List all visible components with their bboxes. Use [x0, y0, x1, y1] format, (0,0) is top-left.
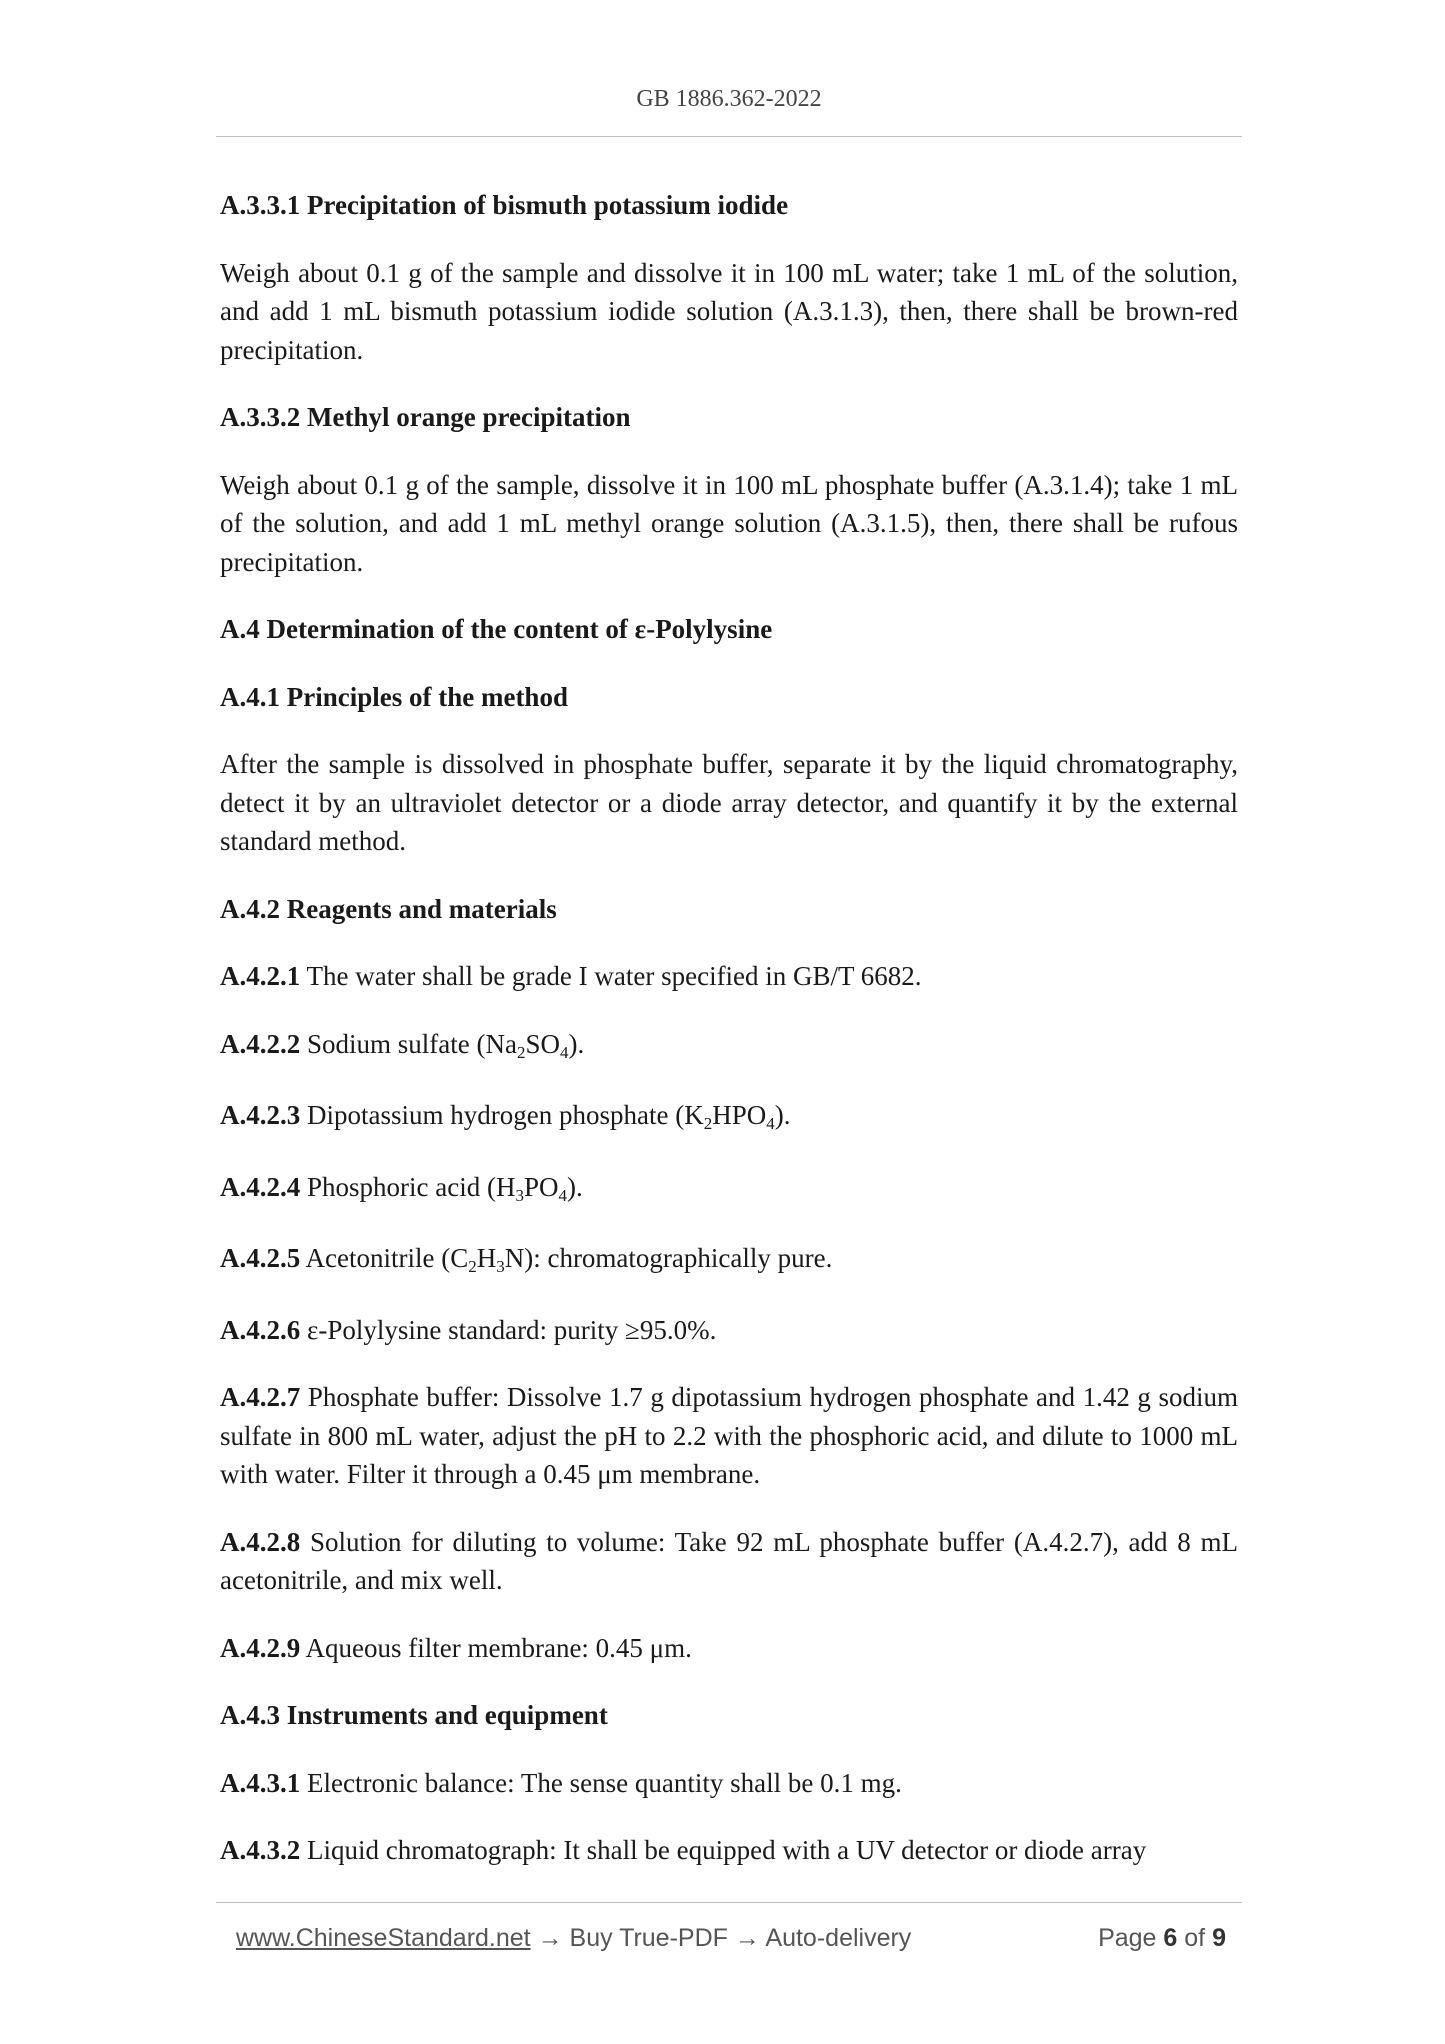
footer-divider: [216, 1902, 1242, 1903]
page-label: Page: [1098, 1924, 1157, 1952]
subscript: 2: [516, 1042, 526, 1062]
clause-number: A.4.3.2: [220, 1835, 301, 1865]
paragraph: Weigh about 0.1 g of the sample, dissolve it in 100 mL phosphate buffer (A.3.1.4); take 1 mL of the solution, and add 1 mL methyl orange solution (A.3.1.5), then, there shall be rufous precipitation.: [220, 469, 1238, 577]
subscript: 2: [703, 1114, 713, 1133]
clause-text: Liquid chromatograph: It shall be equipped with a UV detector or diode array: [307, 1835, 1147, 1865]
clause-text: ).: [568, 1028, 585, 1059]
section-heading: A.3.3.1 Precipitation of bismuth potassium iodide: [220, 190, 789, 220]
of-label: of: [1184, 1924, 1206, 1952]
paragraph: Weigh about 0.1 g of the sample and dissolve it in 100 mL water; take 1 mL of the solution, and add 1 mL bismuth potassium iodide solution (A.3.1.3), then, there shall be brown-red precipitation.: [220, 257, 1238, 365]
clause-number: A.4.2.1: [220, 961, 301, 991]
footer-promo: [236, 1924, 911, 1953]
clause-item: [220, 1096, 1238, 1139]
clause-number: A.4.2.8: [220, 1526, 301, 1557]
subscript: 3: [496, 1257, 505, 1276]
clause-text: SO: [525, 1028, 560, 1059]
clause-item: [220, 1764, 1238, 1803]
clause-item: [220, 1168, 1238, 1211]
chinesestandard-link[interactable]: www.ChineseStandard.net: [236, 1924, 531, 1952]
clause-item: [220, 1311, 1238, 1350]
subscript: 4: [558, 1185, 567, 1205]
document-id-header: GB 1886.362-2022: [636, 86, 822, 112]
clause-text: N): chromatographically pure.: [504, 1243, 833, 1273]
clause-item: [220, 1831, 1238, 1870]
clause-item: [220, 1025, 1238, 1068]
clause-text: Electronic balance: The sense quantity shall be 0.1 mg.: [307, 1767, 902, 1798]
clause-text: Aqueous filter membrane: 0.45 μm.: [305, 1632, 692, 1663]
footer-promo-text: → Buy True-PDF → Auto-delivery: [537, 1924, 912, 1952]
subscript: 4: [559, 1042, 569, 1062]
clause-text: Phosphate buffer: Dissolve 1.7 g dipotassium hydrogen phosphate and 1.42 g sodium sulfate in 800 mL water, adjust the pH to 2.2 with the phosphoric acid, and dilute to 1000 mL with water. Filter it through a 0.45 μm membrane.: [220, 1382, 1239, 1489]
clause-number: A.4.3.1: [220, 1767, 301, 1798]
clause-text: ε-Polylysine standard: purity ≥95.0%.: [307, 1314, 717, 1345]
section-heading: A.3.3.2 Methyl orange precipitation: [220, 402, 631, 432]
page-indicator: [1098, 1924, 1226, 1953]
clause-number: A.4.2.6: [220, 1314, 301, 1345]
section-heading: A.4.3 Instruments and equipment: [220, 1700, 608, 1730]
subscript: 4: [766, 1114, 775, 1133]
clause-text: Phosphoric acid (H: [307, 1171, 516, 1202]
clause-text: ).: [566, 1171, 583, 1202]
header-divider: [216, 136, 1242, 137]
page-footer: [236, 1924, 1226, 1960]
clause-text: Sodium sulfate (Na: [307, 1028, 517, 1059]
paragraph: After the sample is dissolved in phosphate buffer, separate it by the liquid chromatography, detect it by an ultraviolet detector or a diode array detector, and quantify it by the external standard method.: [220, 749, 1238, 856]
clause-text: ).: [774, 1100, 791, 1130]
clause-text: H: [476, 1243, 497, 1273]
current-page-number: 6: [1163, 1924, 1178, 1952]
clause-text: Acetonitrile (C: [305, 1243, 469, 1273]
clause-text: HPO: [712, 1100, 767, 1130]
subscript: 3: [515, 1185, 524, 1205]
section-heading: A.4.2 Reagents and materials: [220, 893, 557, 924]
clause-item: [220, 1629, 1238, 1668]
section-heading: A.4.1 Principles of the method: [220, 681, 568, 712]
clause-text: The water shall be grade I water specified in GB/T 6682.: [306, 961, 922, 991]
clause-text: PO: [523, 1171, 559, 1202]
clause-number: A.4.2.5: [220, 1243, 301, 1273]
clause-number: A.4.2.4: [220, 1171, 301, 1202]
clause-number: A.4.2.2: [220, 1028, 301, 1059]
total-pages-number: 9: [1212, 1924, 1226, 1952]
clause-item: [220, 957, 1238, 996]
clause-number: A.4.2.9: [220, 1632, 301, 1663]
clause-item: [220, 1239, 1238, 1282]
clause-number: A.4.2.7: [220, 1382, 301, 1412]
document-body: [220, 186, 1238, 1899]
section-heading: A.4 Determination of the content of ε-Polylysine: [220, 614, 773, 644]
clause-item: [220, 1523, 1238, 1600]
clause-item: [220, 1378, 1238, 1494]
subscript: 2: [468, 1257, 477, 1276]
clause-number: A.4.2.3: [220, 1100, 301, 1130]
clause-text: Solution for diluting to volume: Take 92 mL phosphate buffer (A.4.2.7), add 8 mL acetonitrile, and mix well.: [220, 1526, 1239, 1595]
clause-text: Dipotassium hydrogen phosphate (K: [307, 1100, 704, 1130]
